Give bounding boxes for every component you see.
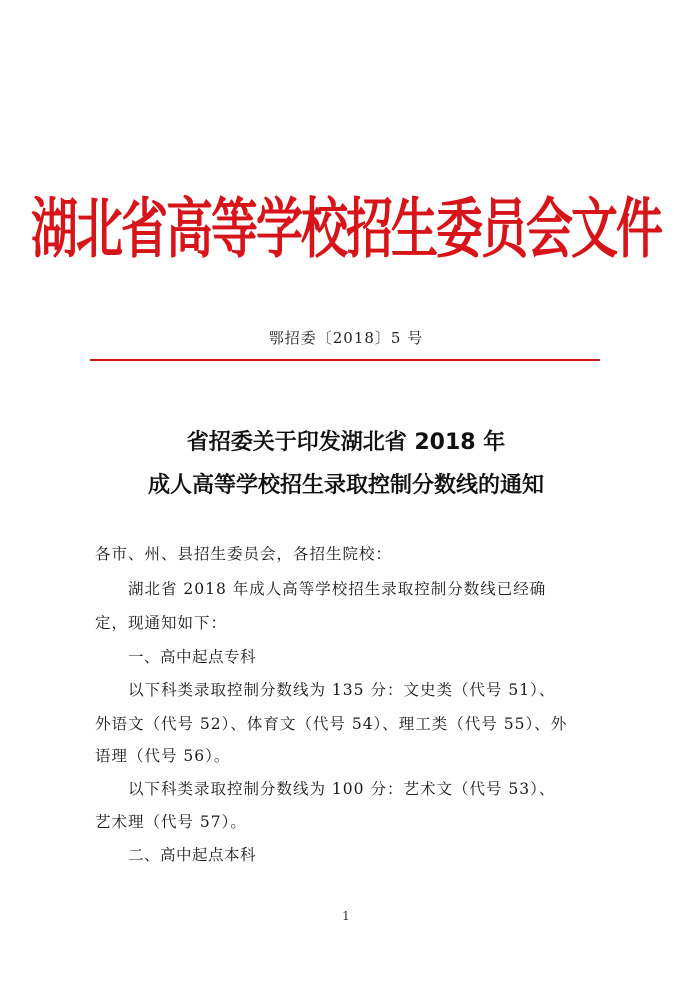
intro-line-1: 湖北省 2018 年成人高等学校招生录取控制分数线已经确 (128, 580, 547, 598)
salutation: 各市、州、县招生委员会，各招生院校： (95, 545, 393, 563)
section-1-para-2-line-1: 以下科类录取控制分数线为 100 分：艺术文（代号 53）、 (128, 780, 556, 798)
section-1-para-2-line-2: 艺术理（代号 57）。 (95, 813, 247, 831)
section-1-para-1-line-2: 外语文（代号 52）、体育文（代号 54）、理工类（代号 55）、外 (95, 715, 568, 733)
section-1-heading: 一、高中起点专科 (128, 648, 257, 666)
page-number: 1 (342, 909, 350, 923)
notice-title-line-1: 省招委关于印发湖北省 2018 年 (186, 430, 506, 455)
red-divider (90, 359, 600, 361)
section-1-para-1-line-1: 以下科类录取控制分数线为 135 分：文史类（代号 51）、 (128, 681, 556, 699)
section-2-heading: 二、高中起点本科 (128, 846, 257, 864)
intro-line-2: 定，现通知如下： (95, 614, 228, 632)
section-1-para-1-line-3: 语理（代号 56）。 (95, 747, 231, 765)
issuer-title: 湖北省高等学校招生委员会文件 (31, 191, 661, 268)
document-number: 鄂招委〔2018〕5 号 (268, 329, 424, 347)
notice-title-line-2: 成人高等学校招生录取控制分数线的通知 (147, 473, 544, 498)
